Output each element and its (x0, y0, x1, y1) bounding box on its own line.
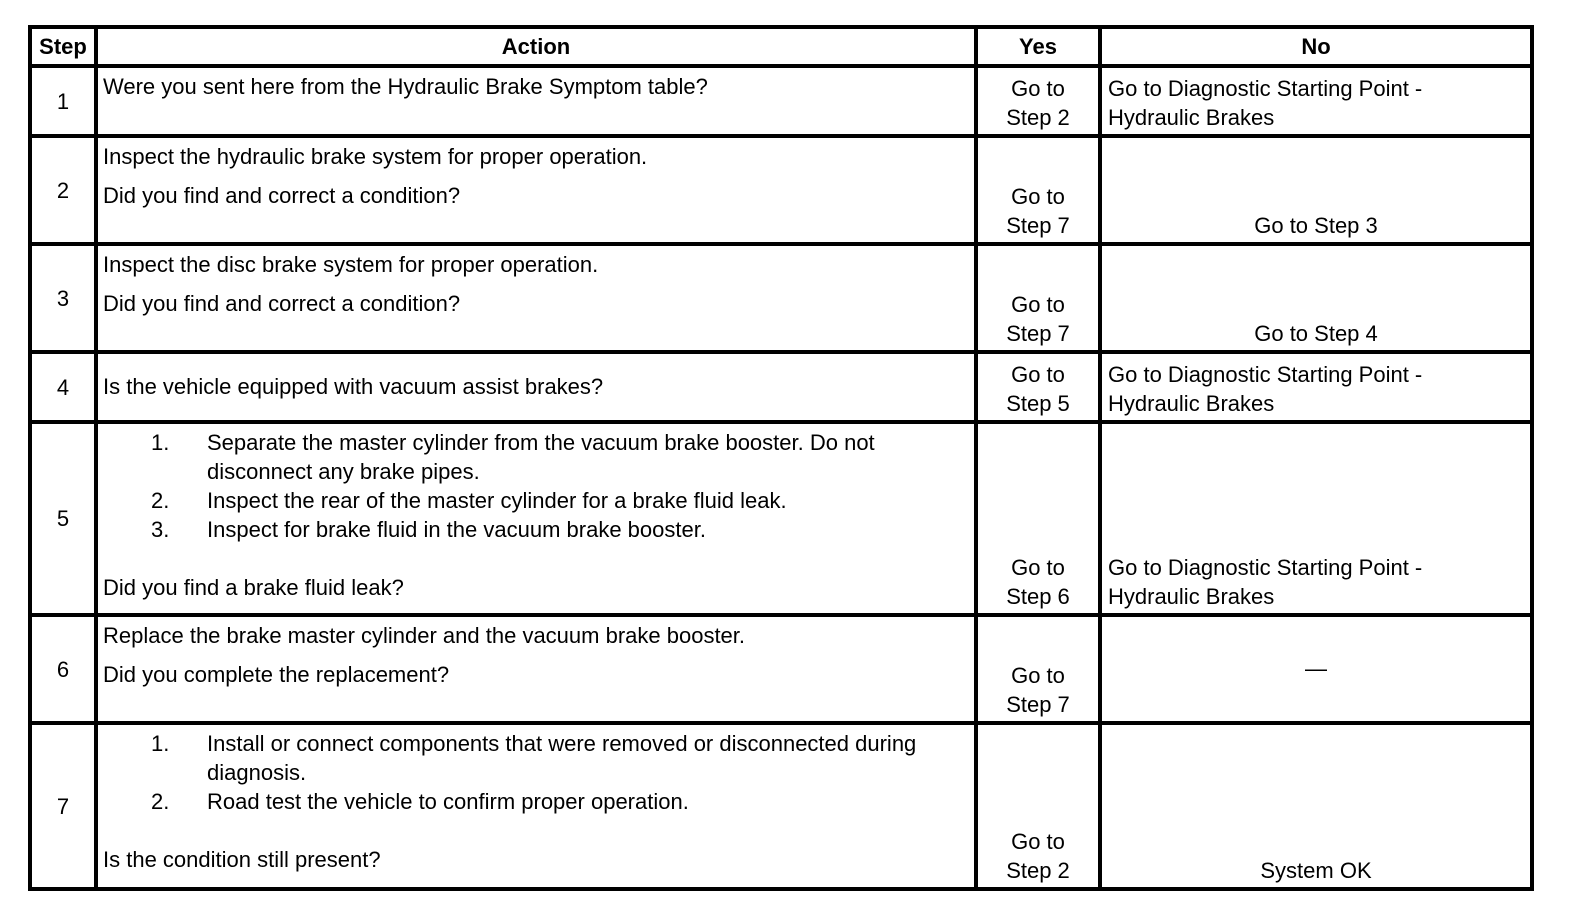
table-row (30, 615, 1532, 723)
action-cell (96, 136, 976, 244)
header-action: Action (96, 27, 976, 66)
list-item (151, 486, 946, 515)
yes-cell (976, 422, 1100, 615)
action-list (103, 428, 966, 544)
table-row (30, 422, 1532, 615)
yes-step: Step 7 (1006, 692, 1070, 717)
step-number: 5 (30, 422, 96, 615)
header-yes: Yes (976, 27, 1100, 66)
step-number: 3 (30, 244, 96, 352)
step-number: 1 (30, 66, 96, 136)
list-item-number: 2. (151, 488, 170, 513)
action-question: Did you find and correct a condition? (103, 183, 461, 208)
no-text: Go to Diagnostic Starting Point - (1108, 76, 1423, 101)
action-cell (96, 723, 976, 889)
no-cell (1100, 136, 1532, 244)
no-text: Go to Diagnostic Starting Point - (1108, 555, 1423, 580)
table-row (30, 136, 1532, 244)
no-text: Hydraulic Brakes (1108, 584, 1275, 609)
yes-step: Step 2 (1006, 858, 1070, 883)
no-text: System OK (1260, 858, 1372, 883)
yes-step: Step 2 (1006, 105, 1070, 130)
action-list (103, 729, 966, 816)
header-row (30, 27, 1532, 66)
action-text: Inspect the hydraulic brake system for proper operation. (103, 144, 648, 169)
yes-text: Go to (1011, 663, 1065, 688)
yes-step: Step 5 (1006, 391, 1070, 416)
action-text: Is the vehicle equipped with vacuum assist brakes? (103, 373, 604, 399)
list-item-number: 3. (151, 517, 170, 542)
list-item-text: Install or connect components that were removed or disconnected during diagnosis. (207, 731, 917, 785)
no-text: — (1305, 655, 1327, 681)
action-cell (96, 244, 976, 352)
yes-cell (976, 244, 1100, 352)
no-text: Go to Step 3 (1254, 213, 1378, 238)
list-item (151, 729, 946, 787)
yes-step: Step 7 (1006, 321, 1070, 346)
step-number: 2 (30, 136, 96, 244)
header-step: Step (30, 27, 96, 66)
yes-cell (976, 66, 1100, 136)
yes-text: Go to (1011, 555, 1065, 580)
yes-text: Go to (1011, 292, 1065, 317)
list-item (151, 787, 946, 816)
list-item-text: Inspect for brake fluid in the vacuum brake booster. (207, 517, 706, 542)
no-cell (1100, 352, 1532, 422)
no-cell (1100, 244, 1532, 352)
yes-cell (976, 136, 1100, 244)
yes-cell (976, 723, 1100, 889)
yes-text: Go to (1011, 829, 1065, 854)
yes-step: Step 7 (1006, 213, 1070, 238)
step-number: 6 (30, 615, 96, 723)
table-row (30, 723, 1532, 889)
list-item-number: 2. (151, 789, 170, 814)
table-row (30, 352, 1532, 422)
no-text: Go to Step 4 (1254, 321, 1378, 346)
no-text: Go to Diagnostic Starting Point - (1108, 362, 1423, 387)
step-number: 7 (30, 723, 96, 889)
list-item (151, 515, 946, 544)
action-cell (96, 422, 976, 615)
table-row (30, 66, 1532, 136)
list-item-text: Separate the master cylinder from the vacuum brake booster. Do not disconnect any brake pipes. (207, 430, 875, 484)
no-text: Hydraulic Brakes (1108, 391, 1275, 416)
list-item-number: 1. (151, 430, 170, 455)
action-cell (96, 615, 976, 723)
no-cell (1100, 723, 1532, 889)
action-question: Did you find and correct a condition? (103, 291, 461, 316)
action-text: Inspect the disc brake system for proper operation. (103, 252, 599, 277)
action-cell (96, 66, 976, 136)
no-text: Hydraulic Brakes (1108, 105, 1275, 130)
list-item-text: Road test the vehicle to confirm proper operation. (207, 789, 689, 814)
yes-text: Go to (1011, 184, 1065, 209)
no-cell (1100, 422, 1532, 615)
yes-cell (976, 352, 1100, 422)
step-number: 4 (30, 352, 96, 422)
action-cell (96, 352, 976, 422)
diagnostic-table (28, 25, 1534, 891)
no-cell (1100, 66, 1532, 136)
yes-cell (976, 615, 1100, 723)
header-no: No (1100, 27, 1532, 66)
table-row (30, 244, 1532, 352)
yes-text: Go to (1011, 76, 1065, 101)
list-item-text: Inspect the rear of the master cylinder for a brake fluid leak. (207, 488, 787, 513)
yes-text: Go to (1011, 362, 1065, 387)
list-item (151, 428, 946, 486)
no-cell (1100, 615, 1532, 723)
action-question: Is the condition still present? (103, 847, 381, 872)
yes-step: Step 6 (1006, 584, 1070, 609)
list-item-number: 1. (151, 731, 170, 756)
action-question: Did you complete the replacement? (103, 662, 450, 687)
action-text: Were you sent here from the Hydraulic Brake Symptom table? (103, 74, 708, 99)
action-text: Replace the brake master cylinder and the vacuum brake booster. (103, 623, 746, 648)
action-question: Did you find a brake fluid leak? (103, 575, 404, 600)
